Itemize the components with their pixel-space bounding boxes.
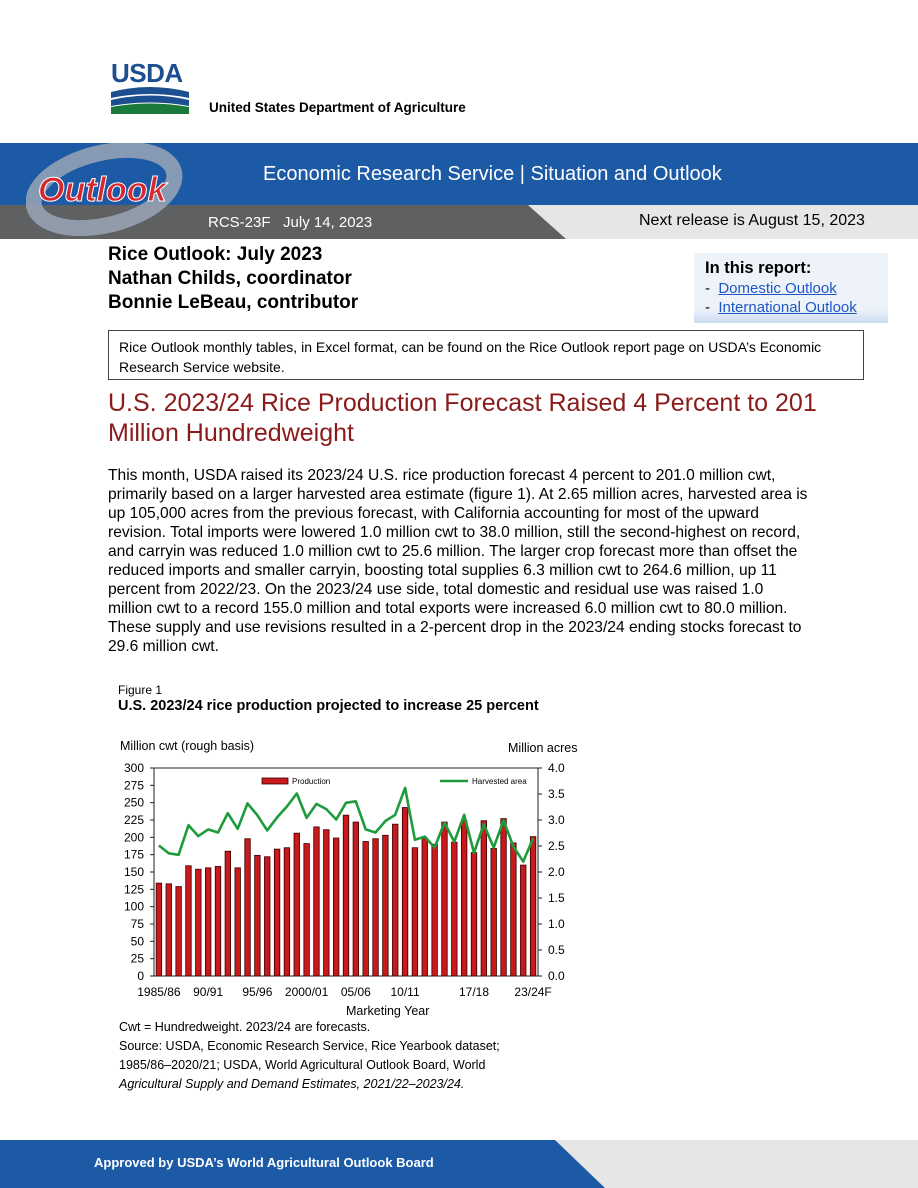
- production-bar: [343, 815, 349, 976]
- y-tick-label: 25: [130, 951, 144, 966]
- production-bar: [491, 848, 497, 976]
- production-bar: [363, 841, 369, 976]
- production-bar: [383, 835, 389, 976]
- production-bar: [274, 849, 280, 976]
- production-bar: [481, 821, 487, 976]
- production-bar: [255, 855, 261, 976]
- report-id: RCS-23F July 14, 2023: [208, 214, 373, 231]
- production-bar: [156, 883, 162, 976]
- footer-approval: Approved by USDA’s World Agricultural Outlook Board: [94, 1155, 434, 1170]
- production-bar: [412, 848, 418, 976]
- production-bar: [501, 819, 507, 976]
- x-tick-label: 17/18: [458, 985, 490, 999]
- production-bar: [373, 839, 379, 976]
- y-tick-label: 0: [137, 969, 144, 983]
- production-bar: [205, 868, 211, 976]
- x-tick-label: 1985/86: [137, 985, 181, 999]
- in-this-report-heading: In this report:: [705, 259, 812, 277]
- coordinator-line: Nathan Childs, coordinator: [108, 268, 352, 289]
- toc-item-international: - International Outlook: [705, 299, 857, 316]
- y-tick-label: 75: [130, 917, 144, 931]
- figure-note-source-cont2: Agricultural Supply and Demand Estimates, 2021/22–2023/24.: [119, 1077, 465, 1091]
- headline: U.S. 2023/24 Rice Production Forecast Raised 4 Percent to 201 Million Hundredweight: [108, 389, 817, 447]
- production-bar: [284, 848, 290, 976]
- y-tick-label: 125: [123, 882, 144, 897]
- production-bar: [392, 824, 398, 976]
- next-release: Next release is August 15, 2023: [639, 212, 865, 229]
- production-bar: [353, 822, 359, 976]
- production-bar: [333, 838, 339, 976]
- production-bar: [324, 830, 330, 976]
- body-paragraph: This month, USDA raised its 2023/24 U.S. rice production forecast 4 percent to 201.0 million cwt, primarily based on a larger harvested area estimate (figure 1). At 2.65 million acres, harvested area is up 105,000 acres from the previous forecast, with California accounting for most of the upward revision. Total imports were lowered 1.0 million cwt to 38.0 million, still the second-highest on record, and carryin was reduced 1.0 million cwt to 25.6 million. The larger crop forecast more than offset the reduced imports and smaller carryin, boosting total supplies 6.3 million cwt to 264.6 million, up 11 percent from 2022/23. On the 2023/24 use side, total domestic and residual use was raised 1.0 million cwt to a record 155.0 million and total exports were increased 6.0 million cwt to 80.0 million. These supply and use revisions resulted in a 2-percent drop in the 2023/24 ending stocks forecast to 29.6 million cwt.: [108, 467, 808, 655]
- figure-note-source-cont: 1985/86–2020/21; USDA, World Agricultural Outlook Board, World: [119, 1058, 486, 1072]
- figure-notes: [119, 1018, 559, 1094]
- production-bar: [402, 808, 408, 976]
- y-tick-label: 50: [130, 934, 144, 949]
- production-bar: [432, 844, 438, 976]
- x-tick-label: 10/11: [390, 985, 420, 999]
- y2-tick-label: 3.0: [548, 813, 565, 827]
- y-axis-label: Million cwt (rough basis): [120, 739, 255, 753]
- production-bar: [196, 869, 202, 976]
- y-tick-label: 300: [123, 761, 144, 775]
- production-bar: [520, 865, 526, 976]
- production-bar: [215, 866, 221, 976]
- production-bar: [314, 827, 320, 976]
- y2-tick-label: 4.0: [548, 761, 565, 775]
- x-tick-label: 95/96: [242, 985, 273, 999]
- production-bar: [176, 887, 182, 976]
- y-tick-label: 275: [123, 778, 144, 793]
- production-bar: [304, 844, 310, 976]
- y-tick-label: 225: [123, 813, 144, 827]
- contributor-line: Bonnie LeBeau, contributor: [108, 292, 359, 313]
- y2-tick-label: 2.0: [548, 865, 565, 879]
- toc-item-domestic: - Domestic Outlook: [705, 280, 837, 297]
- y-tick-label: 100: [123, 899, 144, 914]
- production-bar: [245, 839, 251, 976]
- x-tick-label: 23/24F: [514, 985, 552, 999]
- production-bar: [235, 868, 241, 976]
- toc-link-domestic-outlook[interactable]: Domestic Outlook: [718, 280, 837, 297]
- figure-note-abbrev: Cwt = Hundredweight. 2023/24 are forecasts.: [119, 1020, 371, 1034]
- y2-tick-label: 2.5: [548, 839, 565, 853]
- usda-wordmark: USDA: [111, 58, 183, 88]
- x-tick-label: 2000/01: [284, 985, 329, 999]
- banner-title: Economic Research Service | Situation and Outlook: [263, 163, 722, 185]
- y2-tick-label: 0.5: [548, 943, 565, 957]
- production-bar: [452, 842, 458, 976]
- production-bar: [225, 851, 231, 976]
- y2-tick-label: 1.0: [548, 917, 565, 931]
- production-bar: [511, 843, 517, 976]
- y-tick-label: 150: [123, 865, 144, 879]
- x-axis-label: Marketing Year: [346, 1004, 430, 1018]
- figure-note-source: Source: USDA, Economic Research Service, Rice Yearbook dataset;: [119, 1039, 500, 1053]
- x-tick-label: 05/06: [340, 985, 371, 999]
- production-bar: [471, 853, 477, 976]
- production-bar: [461, 821, 467, 976]
- y-tick-label: 250: [123, 795, 144, 810]
- department-name: United States Department of Agriculture: [209, 100, 466, 115]
- production-bar: [166, 884, 172, 976]
- figure-title: U.S. 2023/24 rice production projected to increase 25 percent: [118, 698, 539, 714]
- production-bar: [442, 822, 448, 976]
- figure-number: Figure 1: [118, 683, 163, 697]
- x-tick-label: 90/91: [193, 985, 224, 999]
- legend-area-label: Harvested area: [472, 777, 527, 786]
- y2-axis-label: Million acres: [508, 741, 578, 755]
- production-area-chart: [110, 735, 600, 1025]
- report-title: [108, 243, 358, 315]
- outlook-logo: [26, 143, 186, 239]
- excel-tables-note: Rice Outlook monthly tables, in Excel format, can be found on the Rice Outlook report page on USDA’s Economic Research Service website.: [108, 330, 864, 380]
- y2-tick-label: 1.5: [548, 891, 565, 905]
- production-bar: [294, 833, 300, 976]
- y2-tick-label: 3.5: [548, 787, 565, 801]
- y2-tick-label: 0.0: [548, 969, 565, 983]
- y-tick-label: 175: [123, 847, 144, 862]
- production-bar: [422, 838, 428, 976]
- outlook-logo-text: Outlook: [38, 171, 167, 209]
- toc-link-international-outlook[interactable]: International Outlook: [718, 299, 857, 316]
- production-bar: [186, 866, 192, 976]
- y-tick-label: 200: [123, 830, 144, 845]
- legend-production-swatch: [262, 778, 288, 784]
- report-title-line: Rice Outlook: July 2023: [108, 244, 323, 265]
- production-bar: [530, 837, 536, 976]
- production-bar: [264, 857, 270, 976]
- legend-production-label: Production: [292, 777, 331, 786]
